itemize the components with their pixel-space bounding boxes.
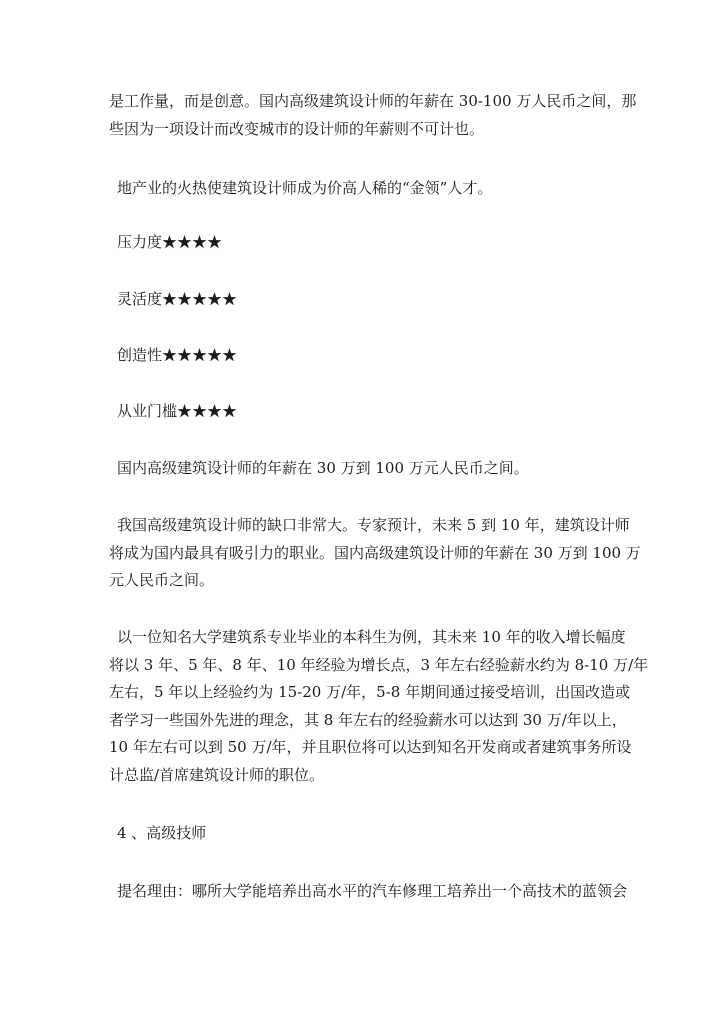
text-line: 从业门槛★★★★ [117,402,238,420]
text-line: 灵活度★★★★★ [117,290,238,308]
paragraph-talent-gap [109,512,641,595]
text-line: 以一位知名大学建筑系专业毕业的本科生为例，其未来 10 年的收入增长幅度 [117,628,626,646]
rating-pressure [109,229,617,257]
text-line: 些因为一项设计而改变城市的设计师的年薪则不可计也。 [109,119,485,138]
section-heading-senior-technician [109,820,617,848]
rating-entry-threshold [109,398,617,426]
text-line: 者学习一些国外先进的理念，其 8 年左右的经验薪水可以达到 30 万/年以上， [109,710,627,729]
text-line: 计总监/首席建筑设计师的职位。 [109,765,325,784]
text-line: 10 年左右可以到 50 万/年，并且职位将可以达到知名开发商或者建筑事务所设 [109,738,632,756]
paragraph-salary-range [109,455,617,483]
text-line: 国内高级建筑设计师的年薪在 30 万到 100 万元人民币之间。 [117,459,529,477]
text-line: 左右，5 年以上经验约为 15-20 万/年，5-8 年期间通过接受培训，出国改造或 [109,683,631,701]
text-line: 地产业的火热使建筑设计师成为价高人稀的“金领”人才。 [117,179,493,197]
text-line: 将成为国内最具有吸引力的职业。国内高级建筑设计师的年薪在 30 万到 100 万 [109,543,641,562]
rating-creativity [109,342,617,370]
text-line: 压力度★★★★ [117,233,223,251]
text-line: 是工作量，而是创意。国内高级建筑设计师的年薪在 30-100 万人民币之间，那 [109,92,637,110]
text-line: 我国高级建筑设计师的缺口非常大。专家预计，未来 5 到 10 年，建筑设计师 [117,516,630,534]
text-line: 4 、高级技师 [117,824,207,842]
text-line: 将以 3 年、5 年、8 年、10 年经验为增长点，3 年左右经验薪水约为 8-10 万/年 [109,655,649,674]
rating-flexibility [109,286,617,314]
paragraph-nomination-reason [109,878,628,906]
paragraph-income-growth [109,624,649,789]
paragraph-salary-intro [109,88,637,143]
text-line: 创造性★★★★★ [117,346,238,364]
text-line: 元人民币之间。 [109,571,215,589]
paragraph-gold-collar [109,175,617,203]
text-line: 提名理由：哪所大学能培养出高水平的汽车修理工培养出一个高技术的蓝领会 [117,882,628,900]
